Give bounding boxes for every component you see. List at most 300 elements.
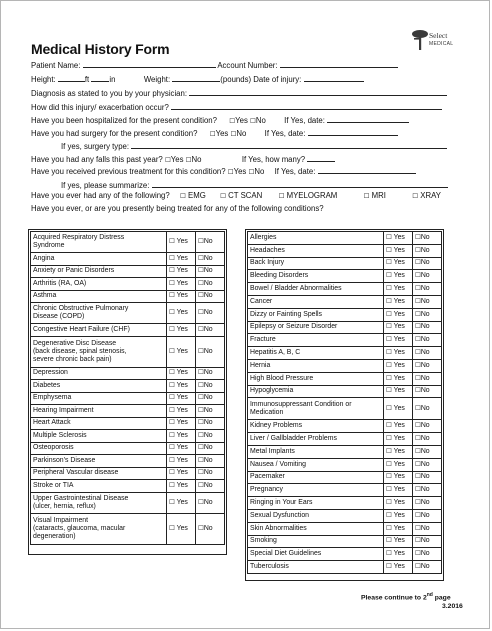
condition-no-checkbox[interactable]: ☐: [415, 361, 421, 369]
condition-yes-cell: [384, 244, 413, 257]
condition-name: [31, 278, 167, 291]
surgery-row: [31, 127, 398, 140]
condition-no-label: No: [420, 233, 430, 241]
condition-yes-cell: [384, 433, 413, 446]
surgery-no-label: No: [236, 129, 247, 138]
condition-yes-cell: [384, 334, 413, 347]
condition-yes-checkbox[interactable]: ☐: [386, 499, 394, 507]
condition-row: [248, 398, 442, 420]
condition-no-cell: [413, 522, 442, 535]
condition-yes-cell: [384, 561, 413, 574]
condition-row: [31, 265, 225, 278]
condition-no-label: No: [420, 486, 430, 494]
condition-row: [31, 367, 225, 380]
condition-row: [248, 484, 442, 497]
condition-yes-label: Yes: [176, 369, 188, 377]
condition-no-label: No: [203, 469, 213, 477]
condition-yes-cell: [167, 324, 196, 337]
condition-line: Stroke or TIA: [33, 481, 74, 489]
condition-yes-checkbox[interactable]: ☐: [169, 419, 177, 427]
condition-yes-label: Yes: [393, 374, 405, 382]
condition-yes-checkbox[interactable]: ☐: [386, 473, 394, 481]
condition-yes-checkbox[interactable]: ☐: [386, 435, 394, 443]
condition-no-checkbox[interactable]: ☐: [198, 394, 204, 402]
falls-how-many-field[interactable]: [307, 153, 335, 162]
condition-line: Tuberculosis: [250, 563, 289, 571]
condition-yes-checkbox[interactable]: ☐: [169, 309, 177, 316]
condition-name: [248, 232, 384, 245]
condition-yes-checkbox[interactable]: ☐: [386, 361, 394, 369]
condition-yes-cell: [384, 321, 413, 334]
condition-yes-checkbox[interactable]: ☐: [386, 349, 394, 357]
ft-label: ft: [84, 75, 90, 84]
condition-line: Hepatitis A, B, C: [250, 349, 301, 357]
condition-yes-label: Yes: [393, 297, 405, 305]
condition-yes-label: Yes: [176, 456, 188, 464]
condition-yes-label: Yes: [176, 394, 188, 402]
condition-line: Parkinson’s Disease: [33, 456, 96, 464]
condition-yes-checkbox[interactable]: ☐: [386, 336, 394, 344]
condition-yes-checkbox[interactable]: ☐: [386, 310, 394, 318]
condition-no-cell: [413, 232, 442, 245]
condition-line: Syndrome: [33, 242, 65, 249]
right-conditions-table: [247, 231, 442, 574]
condition-yes-checkbox[interactable]: ☐: [386, 246, 394, 254]
condition-no-checkbox[interactable]: ☐: [198, 292, 204, 300]
condition-no-label: No: [420, 404, 430, 412]
condition-yes-cell: [167, 232, 196, 253]
condition-name: [248, 433, 384, 446]
condition-yes-cell: [167, 492, 196, 513]
condition-no-cell: [196, 324, 225, 337]
condition-no-cell: [413, 509, 442, 522]
condition-row: [248, 535, 442, 548]
condition-no-checkbox[interactable]: ☐: [198, 381, 204, 389]
condition-yes-label: Yes: [393, 336, 405, 344]
condition-no-checkbox[interactable]: ☐: [415, 511, 421, 519]
condition-no-checkbox[interactable]: ☐: [415, 563, 421, 571]
condition-yes-checkbox[interactable]: ☐: [169, 279, 177, 287]
condition-no-cell: [196, 430, 225, 443]
measurements-row: [31, 73, 364, 85]
condition-line: Sexual Dysfunction: [250, 511, 309, 519]
condition-yes-checkbox[interactable]: ☐: [386, 422, 394, 430]
condition-no-label: No: [420, 272, 430, 280]
condition-no-checkbox[interactable]: ☐: [198, 481, 204, 489]
condition-yes-label: Yes: [393, 404, 405, 412]
condition-yes-checkbox[interactable]: ☐: [386, 285, 394, 293]
condition-no-checkbox[interactable]: ☐: [198, 431, 204, 439]
condition-row: [31, 513, 225, 544]
condition-no-checkbox[interactable]: ☐: [198, 254, 204, 262]
surgery-yes-label: Yes: [215, 129, 229, 138]
surgery-type-field[interactable]: [131, 140, 447, 149]
condition-name: [248, 471, 384, 484]
hospitalized-date-field[interactable]: [327, 114, 409, 123]
condition-yes-checkbox[interactable]: ☐: [169, 524, 177, 532]
condition-no-checkbox[interactable]: ☐: [415, 387, 421, 395]
emg-label: EMG: [188, 191, 206, 200]
patient-name-label: Patient Name:: [31, 61, 81, 70]
condition-no-checkbox[interactable]: ☐: [415, 310, 421, 318]
condition-row: [248, 471, 442, 484]
logo-sub: MEDICAL: [429, 41, 454, 47]
condition-yes-checkbox[interactable]: ☐: [169, 456, 177, 464]
condition-row: [248, 497, 442, 510]
condition-yes-cell: [384, 509, 413, 522]
condition-line: Anxiety or Panic Disorders: [33, 267, 115, 275]
condition-no-checkbox[interactable]: ☐: [415, 297, 421, 305]
condition-yes-cell: [167, 392, 196, 405]
hospitalized-yes-label: Yes: [235, 116, 248, 125]
condition-no-cell: [413, 359, 442, 372]
continue-suffix: page: [432, 594, 451, 602]
condition-line: Asthma: [33, 292, 57, 300]
condition-no-checkbox[interactable]: ☐: [415, 537, 421, 545]
surgery-yes-checkbox[interactable]: ☐: [209, 131, 216, 138]
condition-name: [248, 497, 384, 510]
condition-line: Metal Implants: [250, 447, 295, 455]
ct-scan-label: CT SCAN: [228, 191, 263, 200]
surgery-date-field[interactable]: [308, 127, 398, 136]
condition-yes-checkbox[interactable]: ☐: [386, 537, 394, 545]
condition-yes-checkbox[interactable]: ☐: [386, 374, 394, 382]
condition-yes-checkbox[interactable]: ☐: [169, 394, 177, 402]
condition-yes-checkbox[interactable]: ☐: [169, 267, 177, 275]
condition-yes-checkbox[interactable]: ☐: [169, 369, 177, 377]
condition-no-checkbox[interactable]: ☐: [415, 422, 421, 430]
condition-no-label: No: [203, 309, 213, 316]
diagnosis-row: [31, 87, 447, 99]
condition-no-checkbox[interactable]: ☐: [415, 233, 421, 241]
condition-line: Hearing Impairment: [33, 406, 94, 414]
hospitalized-no-checkbox[interactable]: ☐: [250, 118, 256, 125]
condition-yes-checkbox[interactable]: ☐: [386, 563, 394, 571]
condition-name: [31, 367, 167, 380]
how-occur-field[interactable]: [171, 101, 442, 110]
treatment-row: [31, 165, 416, 178]
falls-yes-checkbox[interactable]: ☐: [164, 157, 171, 164]
condition-row: [31, 405, 225, 418]
condition-yes-checkbox[interactable]: ☐: [169, 431, 177, 439]
condition-line: Emphysema: [33, 394, 72, 402]
condition-no-checkbox[interactable]: ☐: [198, 267, 204, 275]
condition-name: [248, 372, 384, 385]
condition-line: Depression: [33, 369, 68, 377]
treatment-summary-label: If yes, please summarize:: [61, 181, 150, 190]
select-medical-logo: [411, 29, 459, 55]
condition-row: [248, 561, 442, 574]
condition-line: Arthritis (RA, OA): [33, 279, 87, 287]
condition-no-checkbox[interactable]: ☐: [415, 499, 421, 507]
condition-no-checkbox[interactable]: ☐: [198, 369, 204, 377]
patient-name-field[interactable]: [83, 59, 216, 68]
condition-yes-label: Yes: [176, 444, 188, 452]
condition-no-checkbox[interactable]: ☐: [198, 238, 204, 245]
condition-no-cell: [413, 308, 442, 321]
condition-no-checkbox[interactable]: ☐: [415, 349, 421, 357]
condition-no-cell: [196, 455, 225, 468]
condition-no-cell: [413, 433, 442, 446]
condition-no-cell: [196, 405, 225, 418]
condition-yes-checkbox[interactable]: ☐: [386, 259, 394, 267]
condition-yes-cell: [167, 417, 196, 430]
emg-checkbox[interactable]: ☐: [180, 193, 186, 200]
condition-yes-cell: [167, 455, 196, 468]
hospitalized-row: [31, 114, 409, 127]
condition-yes-cell: [384, 535, 413, 548]
condition-yes-cell: [167, 303, 196, 324]
condition-yes-checkbox[interactable]: ☐: [386, 511, 394, 519]
treatment-date-label: If Yes, date:: [274, 167, 316, 176]
condition-line: Kidney Problems: [250, 422, 303, 430]
condition-name: [248, 420, 384, 433]
account-number-field[interactable]: [280, 59, 398, 68]
condition-yes-checkbox[interactable]: ☐: [169, 347, 177, 355]
condition-line: Fracture: [250, 336, 276, 344]
condition-no-cell: [413, 471, 442, 484]
condition-no-checkbox[interactable]: ☐: [198, 347, 204, 355]
condition-no-checkbox[interactable]: ☐: [415, 404, 421, 412]
condition-name: [248, 321, 384, 334]
condition-no-cell: [413, 321, 442, 334]
condition-yes-checkbox[interactable]: ☐: [169, 254, 177, 262]
condition-no-label: No: [420, 435, 430, 443]
tests-row: [31, 191, 441, 202]
condition-yes-label: Yes: [393, 349, 405, 357]
treatment-date-field[interactable]: [318, 165, 416, 174]
myelogram-checkbox[interactable]: ☐: [278, 193, 285, 200]
treatment-summary-field[interactable]: [152, 179, 448, 188]
condition-yes-cell: [384, 283, 413, 296]
condition-yes-checkbox[interactable]: ☐: [386, 447, 394, 455]
condition-no-checkbox[interactable]: ☐: [198, 325, 204, 333]
falls-no-checkbox[interactable]: ☐: [185, 157, 192, 164]
logo-mark-icon: [411, 29, 429, 51]
condition-yes-checkbox[interactable]: ☐: [169, 325, 177, 333]
condition-no-cell: [196, 253, 225, 266]
condition-line: Disease (COPD): [33, 313, 85, 320]
hospitalized-date-label: If Yes, date:: [284, 116, 325, 125]
condition-no-checkbox[interactable]: ☐: [198, 498, 204, 506]
condition-no-label: No: [420, 387, 430, 395]
condition-row: [31, 324, 225, 337]
condition-row: [31, 336, 225, 367]
condition-yes-cell: [384, 232, 413, 245]
condition-no-checkbox[interactable]: ☐: [415, 259, 421, 267]
condition-line: Chronic Obstructive Pulmonary: [33, 305, 129, 312]
condition-no-checkbox[interactable]: ☐: [415, 550, 421, 558]
condition-no-checkbox[interactable]: ☐: [415, 435, 421, 443]
condition-no-checkbox[interactable]: ☐: [415, 285, 421, 293]
condition-yes-label: Yes: [176, 381, 188, 389]
condition-no-cell: [413, 283, 442, 296]
condition-line: Immunosuppressant Condition or: [250, 400, 352, 408]
condition-line: Epilepsy or Seizure Disorder: [250, 323, 338, 331]
condition-no-label: No: [203, 419, 213, 427]
condition-no-checkbox[interactable]: ☐: [198, 444, 204, 452]
condition-yes-label: Yes: [176, 469, 188, 477]
condition-no-cell: [196, 336, 225, 367]
condition-no-checkbox[interactable]: ☐: [198, 406, 204, 414]
condition-row: [248, 244, 442, 257]
condition-yes-checkbox[interactable]: ☐: [386, 387, 394, 395]
condition-no-checkbox[interactable]: ☐: [415, 323, 421, 331]
condition-no-cell: [413, 385, 442, 398]
continue-sup: nd: [426, 592, 433, 598]
condition-yes-checkbox[interactable]: ☐: [386, 323, 394, 331]
condition-no-label: No: [203, 444, 213, 452]
condition-yes-checkbox[interactable]: ☐: [169, 238, 177, 245]
condition-no-cell: [413, 458, 442, 471]
condition-name: [248, 385, 384, 398]
condition-no-checkbox[interactable]: ☐: [415, 272, 421, 280]
condition-line: Liver / Gallbladder Problems: [250, 435, 337, 443]
condition-no-label: No: [420, 563, 430, 571]
condition-line: (ulcer, hernia, reflux): [33, 502, 96, 510]
condition-yes-checkbox[interactable]: ☐: [169, 498, 177, 506]
condition-yes-cell: [167, 480, 196, 493]
treatment-yes-label: Yes: [233, 167, 247, 176]
falls-question: Have you had any falls this past year?: [31, 155, 163, 164]
treatment-no-checkbox[interactable]: ☐: [248, 169, 255, 176]
condition-no-checkbox[interactable]: ☐: [415, 524, 421, 532]
condition-yes-checkbox[interactable]: ☐: [386, 272, 394, 280]
condition-yes-checkbox[interactable]: ☐: [386, 524, 394, 532]
ct-scan-checkbox[interactable]: ☐: [220, 193, 226, 200]
hospitalized-no-label: No: [255, 116, 266, 125]
condition-name: [248, 535, 384, 548]
condition-name: [31, 253, 167, 266]
height-ft-field[interactable]: [58, 73, 85, 82]
height-in-field[interactable]: [91, 73, 109, 82]
condition-yes-checkbox[interactable]: ☐: [386, 550, 394, 558]
condition-line: Upper Gastrointestinal Disease: [33, 494, 129, 502]
condition-line: Headaches: [250, 246, 285, 254]
condition-name: [31, 405, 167, 418]
condition-yes-label: Yes: [176, 406, 188, 414]
mri-checkbox[interactable]: ☐: [363, 193, 370, 200]
condition-yes-cell: [167, 336, 196, 367]
condition-no-checkbox[interactable]: ☐: [415, 460, 421, 468]
condition-line: degeneration): [33, 532, 76, 540]
condition-no-label: No: [420, 447, 430, 455]
condition-no-label: No: [203, 394, 213, 402]
condition-no-checkbox[interactable]: ☐: [198, 469, 204, 477]
pounds-label: (pounds): [220, 75, 252, 84]
condition-no-cell: [413, 535, 442, 548]
condition-no-cell: [413, 295, 442, 308]
condition-yes-checkbox[interactable]: ☐: [386, 404, 394, 412]
condition-name: [31, 303, 167, 324]
xray-label: XRAY: [420, 191, 441, 200]
condition-line: Visual Impairment: [33, 516, 89, 524]
date-of-injury-field[interactable]: [304, 73, 364, 82]
condition-name: [31, 430, 167, 443]
condition-name: [248, 484, 384, 497]
condition-no-cell: [196, 442, 225, 455]
condition-no-label: No: [203, 267, 213, 275]
condition-line: Skin Abnormalities: [250, 524, 307, 532]
condition-line: Acquired Respiratory Distress: [33, 234, 125, 241]
condition-yes-checkbox[interactable]: ☐: [386, 460, 394, 468]
condition-line: (cataracts, glaucoma, macular: [33, 524, 126, 532]
condition-no-checkbox[interactable]: ☐: [415, 473, 421, 481]
condition-line: Diabetes: [33, 381, 61, 389]
condition-no-cell: [196, 265, 225, 278]
condition-yes-checkbox[interactable]: ☐: [386, 297, 394, 305]
hospitalized-yes-checkbox[interactable]: ☐: [229, 118, 236, 125]
diagnosis-field[interactable]: [189, 87, 447, 96]
condition-yes-checkbox[interactable]: ☐: [169, 381, 177, 389]
condition-no-checkbox[interactable]: ☐: [198, 279, 204, 287]
tests-question: Have you ever had any of the following?: [31, 191, 170, 200]
condition-no-cell: [196, 392, 225, 405]
condition-no-cell: [413, 334, 442, 347]
condition-no-checkbox[interactable]: ☐: [415, 336, 421, 344]
condition-no-label: No: [203, 254, 213, 262]
condition-no-label: No: [203, 481, 213, 489]
xray-checkbox[interactable]: ☐: [412, 193, 419, 200]
condition-no-checkbox[interactable]: ☐: [415, 486, 421, 494]
condition-yes-checkbox[interactable]: ☐: [169, 292, 177, 300]
condition-no-label: No: [203, 292, 213, 300]
condition-no-checkbox[interactable]: ☐: [198, 456, 204, 464]
condition-no-checkbox[interactable]: ☐: [198, 309, 204, 316]
condition-row: [248, 522, 442, 535]
condition-name: [31, 455, 167, 468]
condition-no-checkbox[interactable]: ☐: [415, 374, 421, 382]
condition-line: Smoking: [250, 537, 277, 545]
surgery-type-row: [61, 140, 447, 152]
condition-no-label: No: [420, 336, 430, 344]
condition-yes-checkbox[interactable]: ☐: [169, 406, 177, 414]
surgery-no-checkbox[interactable]: ☐: [230, 131, 237, 138]
treatment-yes-checkbox[interactable]: ☐: [227, 169, 234, 176]
condition-yes-cell: [167, 442, 196, 455]
weight-field[interactable]: [172, 73, 220, 82]
condition-yes-cell: [384, 372, 413, 385]
condition-no-label: No: [420, 511, 430, 519]
condition-no-label: No: [203, 369, 213, 377]
condition-no-checkbox[interactable]: ☐: [198, 524, 204, 532]
condition-row: [248, 321, 442, 334]
condition-yes-checkbox[interactable]: ☐: [169, 444, 177, 452]
condition-yes-label: Yes: [393, 486, 405, 494]
condition-yes-label: Yes: [176, 279, 188, 287]
condition-no-label: No: [203, 524, 213, 532]
condition-yes-checkbox[interactable]: ☐: [169, 469, 177, 477]
condition-no-checkbox[interactable]: ☐: [415, 246, 421, 254]
condition-row: [31, 303, 225, 324]
condition-no-checkbox[interactable]: ☐: [415, 447, 421, 455]
condition-name: [248, 295, 384, 308]
condition-no-checkbox[interactable]: ☐: [198, 419, 204, 427]
condition-line: High Blood Pressure: [250, 374, 314, 382]
condition-yes-checkbox[interactable]: ☐: [169, 481, 177, 489]
condition-line: Back Injury: [250, 259, 285, 267]
condition-row: [31, 467, 225, 480]
condition-yes-label: Yes: [393, 422, 405, 430]
falls-yes-label: Yes: [170, 155, 184, 164]
condition-yes-checkbox[interactable]: ☐: [386, 486, 394, 494]
condition-yes-checkbox[interactable]: ☐: [386, 233, 394, 241]
condition-yes-label: Yes: [176, 419, 188, 427]
how-occur-label: How did this injury/ exacerbation occur?: [31, 103, 169, 112]
condition-yes-label: Yes: [393, 460, 405, 468]
condition-no-label: No: [420, 499, 430, 507]
condition-row: [248, 420, 442, 433]
